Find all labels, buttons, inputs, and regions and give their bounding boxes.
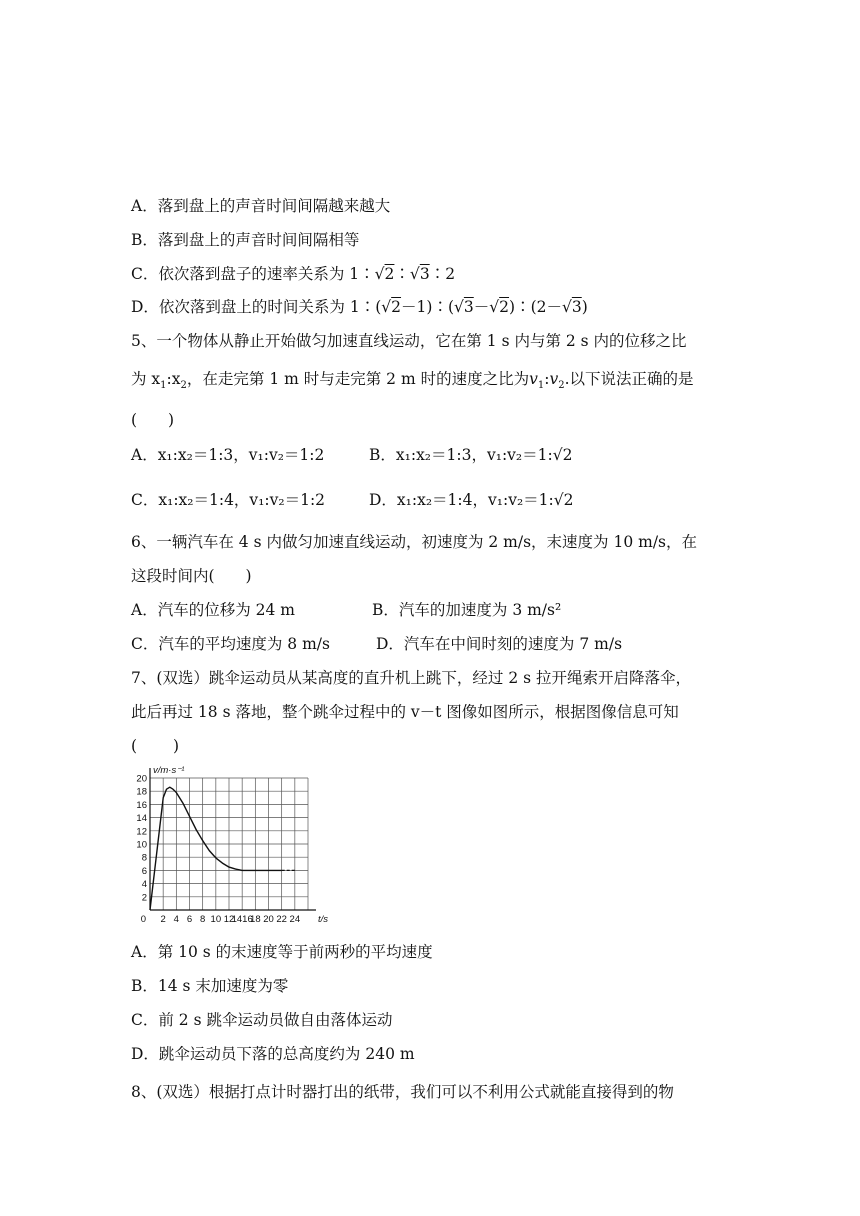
y-tick-label: 16 — [136, 799, 147, 811]
q6-stem-line1: 6、一辆汽车在 4 s 内做匀加速直线运动，初速度为 2 m/s，末速度为 10 m/s，在 — [131, 533, 698, 551]
y-axis-label: v/m·s⁻¹ — [153, 765, 185, 776]
velocity-time-chart — [128, 760, 338, 930]
x-tick-label: 12 — [223, 914, 235, 925]
q6-option-b: B．汽车的加速度为 3 m/s² — [372, 601, 562, 619]
y-tick-label: 14 — [136, 813, 147, 825]
q6-option-a: A．汽车的位移为 24 m — [131, 601, 295, 619]
q6-option-d: D．汽车在中间时刻的速度为 7 m/s — [376, 635, 623, 653]
x-axis-label: t/s — [318, 914, 329, 925]
y-tick-label: 12 — [136, 826, 147, 838]
y-tick-label: 10 — [136, 839, 147, 851]
x-tick-label: 2 — [160, 914, 166, 925]
x-tick-label: 1416 — [231, 914, 253, 925]
q5-stem-line1: 5、一个物体从静止开始做匀加速直线运动，它在第 1 s 内与第 2 s 内的位移之比 — [131, 332, 687, 350]
q5-option-a: A．x₁:x₂＝1:3，v₁:v₂＝1:2 — [131, 446, 325, 464]
q7-option-b: B．14 s 末加速度为零 — [131, 977, 289, 995]
y-tick-label: 6 — [141, 865, 147, 877]
q7-stem-line2: 此后再过 18 s 落地，整个跳伞过程中的 v－t 图像如图所示，根据图像信息可知 — [131, 703, 679, 721]
origin-label: 0 — [140, 914, 146, 925]
q4-option-c: C．依次落到盘子的速率关系为 1∶√2∶√3∶2 — [131, 265, 456, 283]
q6-option-c: C．汽车的平均速度为 8 m/s — [131, 635, 330, 653]
q5-stem-line2: 为 $x_1:x_2$，在走完第 1 m 时与走完第 2 m 时的速度之比为$v_1:v_2$.以下说法正确的是 — [131, 370, 694, 392]
x-tick-label: 22 — [276, 914, 287, 925]
x-tick-label: 6 — [186, 914, 193, 925]
x-tick-label: 8 — [200, 914, 206, 925]
x-tick-label: 18 — [250, 914, 261, 925]
q5-answer-paren: ( ) — [131, 411, 175, 429]
q5-option-b: B．x₁:x₂＝1:3，v₁:v₂＝1:√2 — [369, 446, 573, 464]
q4-option-d: D．依次落到盘上的时间关系为 1∶(√2－1)∶(√3－√2)∶(2－√3) — [131, 298, 588, 316]
q4-option-a: A．落到盘上的声音时间间隔越来越大 — [131, 197, 391, 215]
y-tick-label: 2 — [141, 892, 147, 904]
q5-option-d: D．x₁:x₂＝1:4，v₁:v₂＝1:√2 — [369, 491, 574, 509]
y-tick-label: 20 — [136, 773, 147, 785]
y-tick-label: 8 — [141, 852, 147, 864]
x-tick-label: 10 — [210, 914, 222, 925]
q7-answer-paren: ( ) — [131, 737, 180, 755]
q7-option-a: A．第 10 s 的末速度等于前两秒的平均速度 — [131, 943, 433, 961]
q7-option-d: D．跳伞运动员下落的总高度约为 240 m — [131, 1045, 415, 1063]
q7-option-c: C．前 2 s 跳伞运动员做自由落体运动 — [131, 1011, 393, 1029]
x-tick-label: 24 — [289, 914, 301, 925]
q8-stem-line1: 8、(双选）根据打点计时器打出的纸带，我们可以不利用公式就能直接得到的物 — [131, 1083, 674, 1101]
q7-stem-line1: 7、(双选）跳伞运动员从某高度的直升机上跳下，经过 2 s 拉开绳索开启降落伞， — [131, 669, 692, 687]
y-tick-label: 18 — [136, 786, 147, 798]
x-tick-label: 20 — [263, 914, 274, 925]
q5-option-c: C．x₁:x₂＝1:4，v₁:v₂＝1:2 — [131, 491, 326, 509]
x-tick-label: 4 — [173, 914, 179, 925]
q6-stem-line2: 这段时间内( ) — [131, 567, 252, 585]
y-tick-label: 4 — [141, 879, 147, 891]
q4-option-b: B．落到盘上的声音时间间隔相等 — [131, 231, 360, 249]
